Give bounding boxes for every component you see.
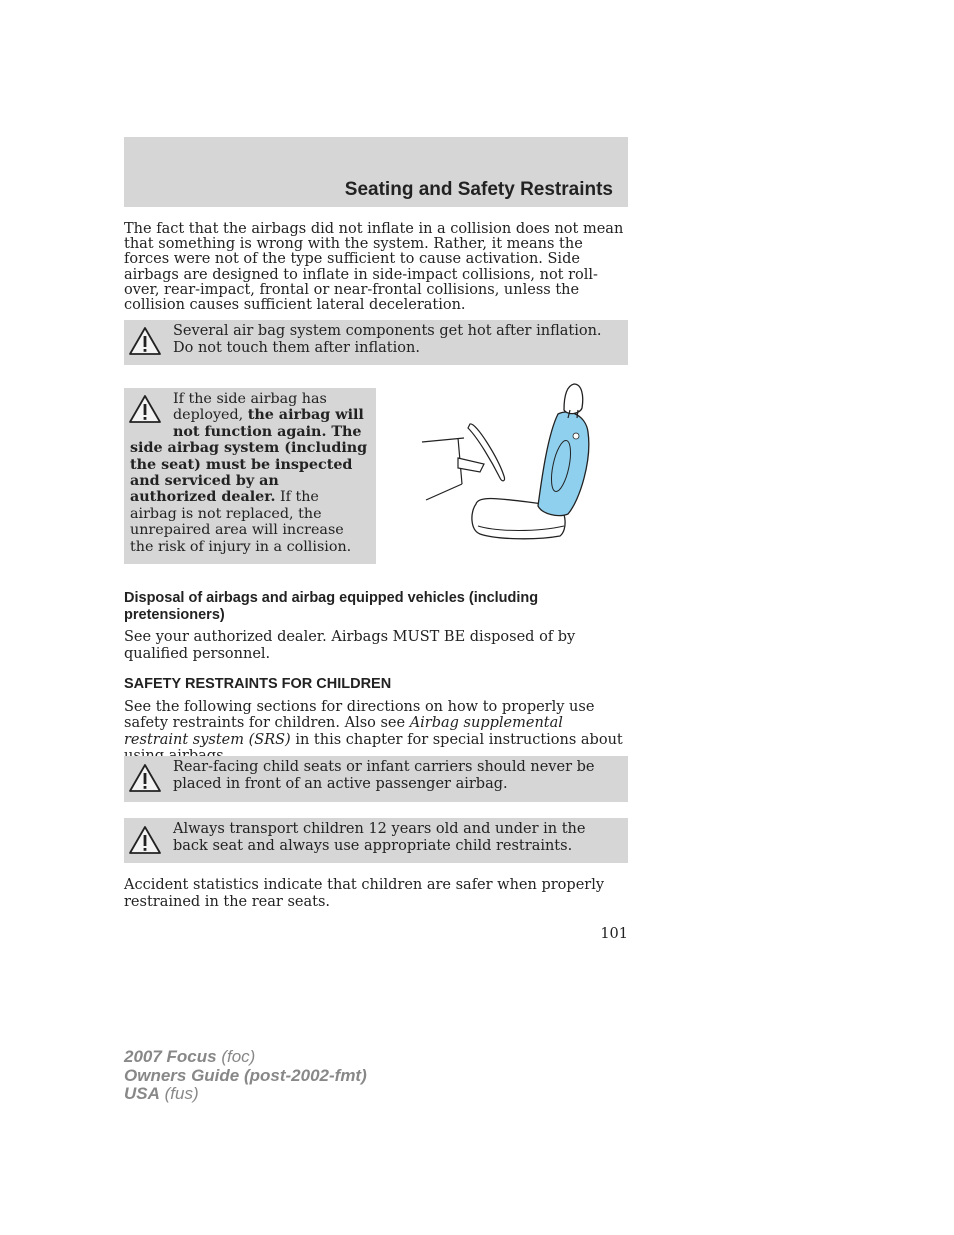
warning-triangle-icon	[128, 763, 162, 793]
warning-box-back-seat	[124, 818, 628, 863]
warning-text	[130, 391, 370, 555]
disposal-text: See your authorized dealer. Airbags MUST BE disposed of by qualified personnel.	[124, 629, 576, 662]
srs-reference: Airbag supplemental restraint system (SRS)	[124, 715, 563, 748]
footer-line-2	[124, 1067, 524, 1086]
warning-text: Several air bag system components get hot after inflation. Do not touch them after inflation.	[173, 323, 602, 356]
children-text-before: See the following sections for directions on how to properly use safety restraints for children. Also see	[124, 699, 595, 732]
warning-bold: the airbag will not function again. The side airbag system (including the seat) must be inspected and serviced by an authorized dealer.	[130, 407, 368, 506]
warning-lead: If the side airbag has deployed,	[173, 391, 327, 424]
footer-line-1	[124, 1048, 524, 1067]
warning-text: Rear-facing child seats or infant carriers should never be placed in front of an active passenger airbag.	[173, 759, 595, 792]
warning-text: Always transport children 12 years old and under in the back seat and always use appropriate child restraints.	[173, 821, 586, 854]
footer-market-code: (fus)	[159, 1084, 199, 1103]
section-title: Seating and Safety Restraints	[344, 179, 613, 200]
side-airbag-seat-illustration	[418, 380, 598, 546]
children-text-after: in this chapter for special instructions about	[295, 731, 623, 748]
disposal-heading: Disposal of airbags and airbag equipped vehicles (including pretensioners)	[124, 590, 539, 623]
warning-triangle-icon	[128, 326, 162, 356]
document-footer	[124, 1048, 524, 1104]
warning-box-hot-components	[124, 320, 628, 365]
warning-box-side-airbag	[124, 388, 376, 564]
children-heading: SAFETY RESTRAINTS FOR CHILDREN	[124, 676, 392, 692]
children-text	[124, 699, 628, 764]
page-number: 101	[600, 926, 628, 942]
warning-tail: If the airbag is not replaced, the unrepaired area will increase the risk of injury in a collision.	[130, 489, 352, 555]
footer-model: 2007 Focus	[124, 1047, 217, 1066]
section-header	[124, 137, 628, 207]
closing-paragraph: Accident statistics indicate that children are safer when properly restrained in the rear seats.	[124, 877, 605, 910]
footer-line-3	[124, 1085, 524, 1104]
footer-model-code: (foc)	[216, 1047, 256, 1066]
footer-guide: Owners Guide (post-2002-fmt)	[124, 1065, 367, 1085]
warning-triangle-icon	[128, 825, 162, 855]
footer-market: USA	[124, 1084, 160, 1103]
intro-paragraph: The fact that the airbags did not inflate in a collision does not mean that something is wrong with the system. Rather, it means the forces were not of the type sufficient to cause activation. Side airbags are designed to inflate in side-impact collisions, not roll-over, rear-impact, frontal or near-frontal collisions, unless the collision causes sufficient lateral deceleration.	[124, 221, 624, 314]
warning-box-rear-facing	[124, 756, 628, 802]
